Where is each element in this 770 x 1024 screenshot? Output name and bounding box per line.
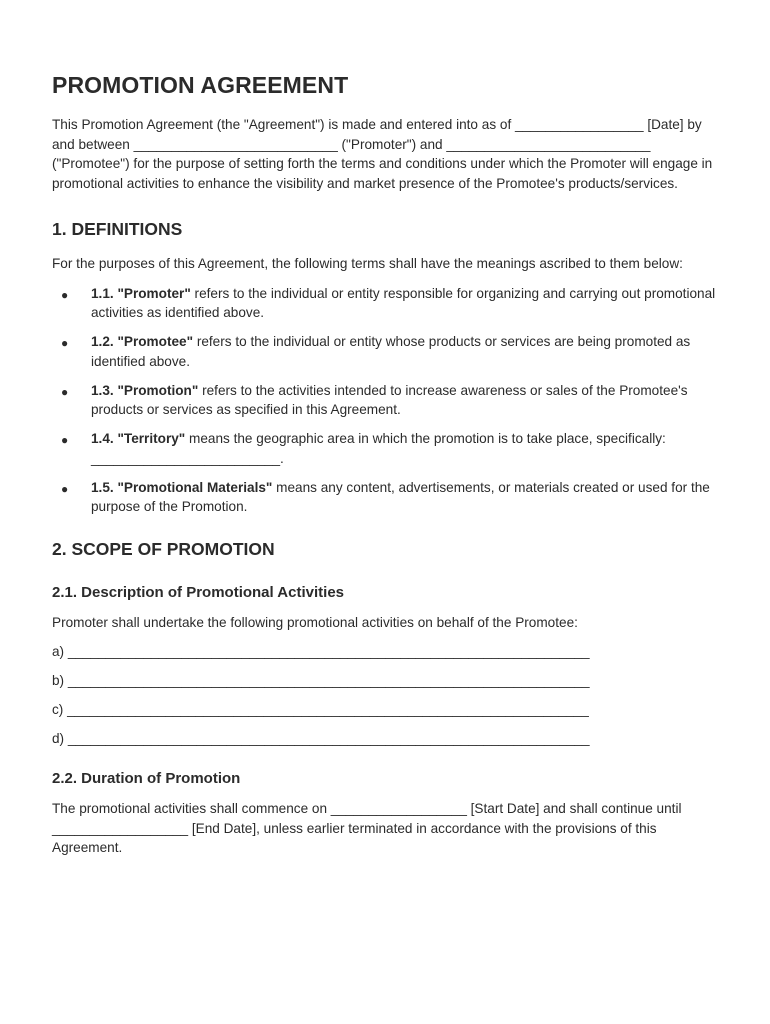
activity-blank-line: b) _____________________________________________________________________ — [52, 672, 590, 688]
activity-blank-line: c) _____________________________________________________________________ — [52, 701, 589, 717]
definition-text: refers to the individual or entity responsible for organizing and carrying out promotional activities as identified above. — [91, 285, 716, 320]
section-2-heading: 2. SCOPE OF PROMOTION — [52, 538, 275, 559]
definitions-intro: For the purposes of this Agreement, the following terms shall have the meanings ascribed to them below: — [52, 256, 683, 271]
bullet-icon: ● — [61, 433, 69, 447]
definition-term: 1.5. "Promotional Materials" — [91, 479, 273, 495]
subsection-2-1-heading: 2.1. Description of Promotional Activities — [52, 583, 345, 601]
definition-text: means the geographic area in which the promotion is to take place, specifically: _________________________. — [91, 431, 666, 466]
activities-intro: Promoter shall undertake the following promotional activities on behalf of the Promotee: — [52, 614, 578, 630]
definition-term: 1.2. "Promotee" — [91, 334, 194, 349]
definition-item — [52, 429, 718, 468]
definitions-list — [52, 284, 718, 517]
bullet-icon: ● — [61, 287, 69, 302]
definition-text: refers to the individual or entity whose products or services are being promoted as identified above. — [91, 334, 691, 369]
definition-item — [52, 332, 718, 371]
definition-item — [52, 381, 718, 420]
intro-paragraph: This Promotion Agreement (the "Agreement") is made and entered into as of _________________ [Date] by and between ___________________________ ("Promoter") and ___________________________ ("Promotee") for the purpose of setting forth the terms and conditions under which the Promoter will engage in promotional activities to enhance the visibility and market presence of the Promotee's products/services. — [52, 117, 713, 191]
bullet-icon: ● — [61, 384, 69, 399]
section-1-heading: 1. DEFINITIONS — [52, 219, 183, 239]
activity-blank-line: a) _____________________________________________________________________ — [52, 643, 590, 659]
subsection-2-2-heading: 2.2. Duration of Promotion — [52, 770, 241, 787]
definition-term: 1.4. "Territory" — [91, 431, 186, 446]
definition-term: 1.1. "Promoter" — [91, 285, 191, 301]
definition-item — [52, 478, 718, 517]
definition-term: 1.3. "Promotion" — [91, 382, 199, 398]
definition-item — [52, 284, 718, 323]
bullet-icon: ● — [61, 481, 69, 496]
definition-text: refers to the activities intended to increase awareness or sales of the Promotee's products or services as specified in this Agreement. — [91, 382, 688, 417]
duration-paragraph: The promotional activities shall commence on __________________ [Start Date] and shall continue until __________________ [End Date], unless earlier terminated in accordance with the provisions of this Agreement. — [52, 801, 682, 855]
activity-blank-line: d) _____________________________________________________________________ — [52, 730, 590, 746]
document-title: PROMOTION AGREEMENT — [52, 72, 349, 98]
bullet-icon: ● — [61, 336, 69, 350]
definition-text: means any content, advertisements, or materials created or used for the purpose of the Promotion. — [91, 479, 710, 514]
